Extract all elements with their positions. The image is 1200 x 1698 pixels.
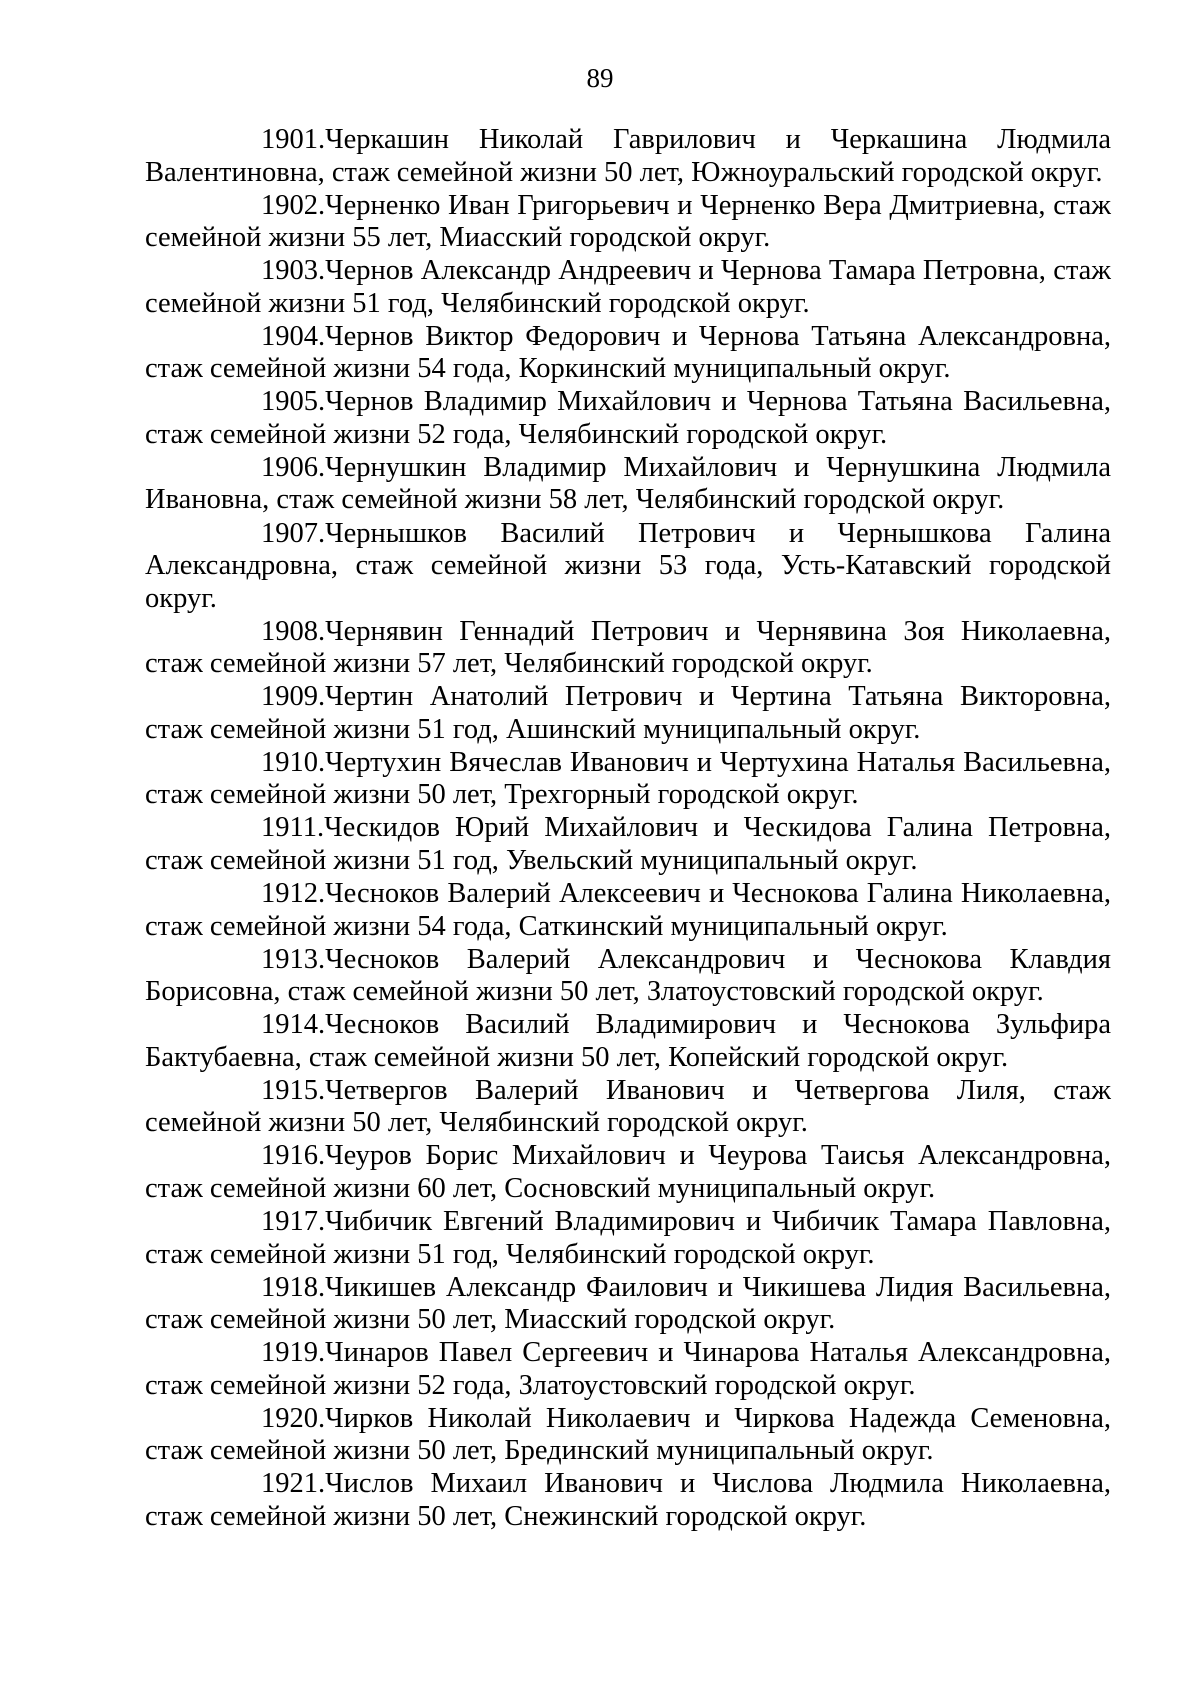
list-item — [145, 1206, 1111, 1271]
entry-number: 1914. — [261, 1009, 326, 1041]
entry-number: 1918. — [261, 1271, 326, 1303]
list-item — [145, 944, 1111, 1009]
list-item — [145, 1009, 1111, 1074]
page-number: 89 — [586, 63, 614, 93]
entry-number: 1910. — [261, 746, 326, 778]
entry-text: Чирков Николай Николаевич и Чиркова Надежда Семеновна, стаж семейной жизни 50 лет, Брединский муниципальный округ. — [145, 1402, 1111, 1467]
list-item — [145, 1075, 1111, 1140]
entry-number: 1903. — [261, 255, 326, 287]
entry-number: 1905. — [261, 386, 326, 418]
entry-number: 1913. — [261, 943, 326, 975]
list-item — [145, 255, 1111, 320]
entry-text: Чертухин Вячеслав Иванович и Чертухина Наталья Васильевна, стаж семейной жизни 50 лет, Трехгорный городской округ. — [145, 746, 1111, 811]
list-item — [145, 747, 1111, 812]
entry-text: Чесноков Валерий Алексеевич и Чеснокова Галина Николаевна, стаж семейной жизни 54 года, Саткинский муниципальный округ. — [145, 878, 1111, 942]
entry-number: 1920. — [261, 1402, 326, 1434]
entry-number: 1911. — [261, 812, 325, 844]
list-item — [145, 1140, 1111, 1205]
entry-text: Чикишев Александр Фаилович и Чикишева Лидия Васильевна, стаж семейной жизни 50 лет, Миасский городской округ. — [145, 1271, 1111, 1336]
entry-number: 1915. — [261, 1074, 326, 1106]
entry-number: 1919. — [261, 1337, 326, 1369]
entry-text: Чинаров Павел Сергеевич и Чинарова Наталья Александровна, стаж семейной жизни 52 года, Златоустовский городской округ. — [145, 1337, 1111, 1401]
list-item — [145, 1272, 1111, 1337]
entry-text: Чесноков Василий Владимирович и Чеснокова Зульфира Бактубаевна, стаж семейной жизни 50 лет, Копейский городской округ. — [145, 1009, 1111, 1073]
entry-text: Четвергов Валерий Иванович и Четвергова Лиля, стаж семейной жизни 50 лет, Челябинский городской округ. — [145, 1074, 1111, 1139]
entry-text: Чернов Виктор Федорович и Чернова Татьяна Александровна, стаж семейной жизни 54 года, Коркинский муниципальный округ. — [145, 320, 1111, 385]
list-item — [145, 681, 1111, 746]
list-item — [145, 1468, 1111, 1533]
entry-number: 1921. — [261, 1468, 326, 1500]
list-item — [145, 386, 1111, 451]
entry-text: Ческидов Юрий Михайлович и Ческидова Галина Петровна, стаж семейной жизни 51 год, Увельский муниципальный округ. — [145, 812, 1111, 876]
list-item — [145, 190, 1111, 255]
entry-number: 1909. — [261, 681, 326, 713]
entry-number: 1902. — [261, 189, 326, 221]
entry-number: 1912. — [261, 878, 326, 910]
entry-text: Чернушкин Владимир Михайлович и Чернушкина Людмила Ивановна, стаж семейной жизни 58 лет, Челябинский городской округ. — [145, 451, 1111, 516]
entry-text: Чертин Анатолий Петрович и Чертина Татьяна Викторовна, стаж семейной жизни 51 год, Ашинский муниципальный округ. — [145, 681, 1111, 745]
entry-number: 1901. — [261, 124, 326, 155]
entry-text: Чернов Александр Андреевич и Чернова Тамара Петровна, стаж семейной жизни 51 год, Челябинский городской округ. — [145, 255, 1111, 319]
entry-number: 1904. — [261, 320, 326, 352]
entry-text: Чернявин Геннадий Петрович и Чернявина Зоя Николаевна, стаж семейной жизни 57 лет, Челябинский городской округ. — [145, 615, 1111, 680]
entry-text: Чибичик Евгений Владимирович и Чибичик Тамара Павловна, стаж семейной жизни 51 год, Челябинский городской округ. — [145, 1206, 1111, 1270]
list-item — [145, 452, 1111, 517]
list-item — [145, 812, 1111, 877]
entry-text: Чесноков Валерий Александрович и Чеснокова Клавдия Борисовна, стаж семейной жизни 50 лет, Златоустовский городской округ. — [145, 943, 1111, 1008]
entry-list — [145, 124, 1111, 1534]
list-item — [145, 1403, 1111, 1468]
entry-text: Черненко Иван Григорьевич и Черненко Вера Дмитриевна, стаж семейной жизни 55 лет, Миасский городской округ. — [145, 189, 1111, 254]
entry-text: Чернов Владимир Михайлович и Чернова Татьяна Васильевна, стаж семейной жизни 52 года, Челябинский городской округ. — [145, 386, 1111, 450]
list-item — [145, 321, 1111, 386]
entry-text: Черкашин Николай Гаврилович и Черкашина Людмила Валентиновна, стаж семейной жизни 50 лет, Южноуральский городской округ. — [145, 124, 1111, 188]
entry-number: 1916. — [261, 1140, 326, 1172]
list-item — [145, 124, 1111, 189]
list-item — [145, 616, 1111, 681]
list-item — [145, 1337, 1111, 1402]
entry-number: 1907. — [261, 517, 326, 549]
list-item — [145, 878, 1111, 943]
entry-text: Чернышков Василий Петрович и Чернышкова Галина Александровна, стаж семейной жизни 53 года, Усть-Катавский городской округ. — [145, 517, 1111, 614]
entry-text: Чеуров Борис Михайлович и Чеурова Таисья Александровна, стаж семейной жизни 60 лет, Сосновский муниципальный округ. — [145, 1140, 1111, 1204]
entry-number: 1917. — [261, 1206, 326, 1237]
entry-number: 1906. — [261, 451, 326, 483]
entry-text: Числов Михаил Иванович и Числова Людмила Николаевна, стаж семейной жизни 50 лет, Снежинский городской округ. — [145, 1468, 1111, 1532]
list-item — [145, 518, 1111, 616]
entry-number: 1908. — [261, 615, 326, 647]
